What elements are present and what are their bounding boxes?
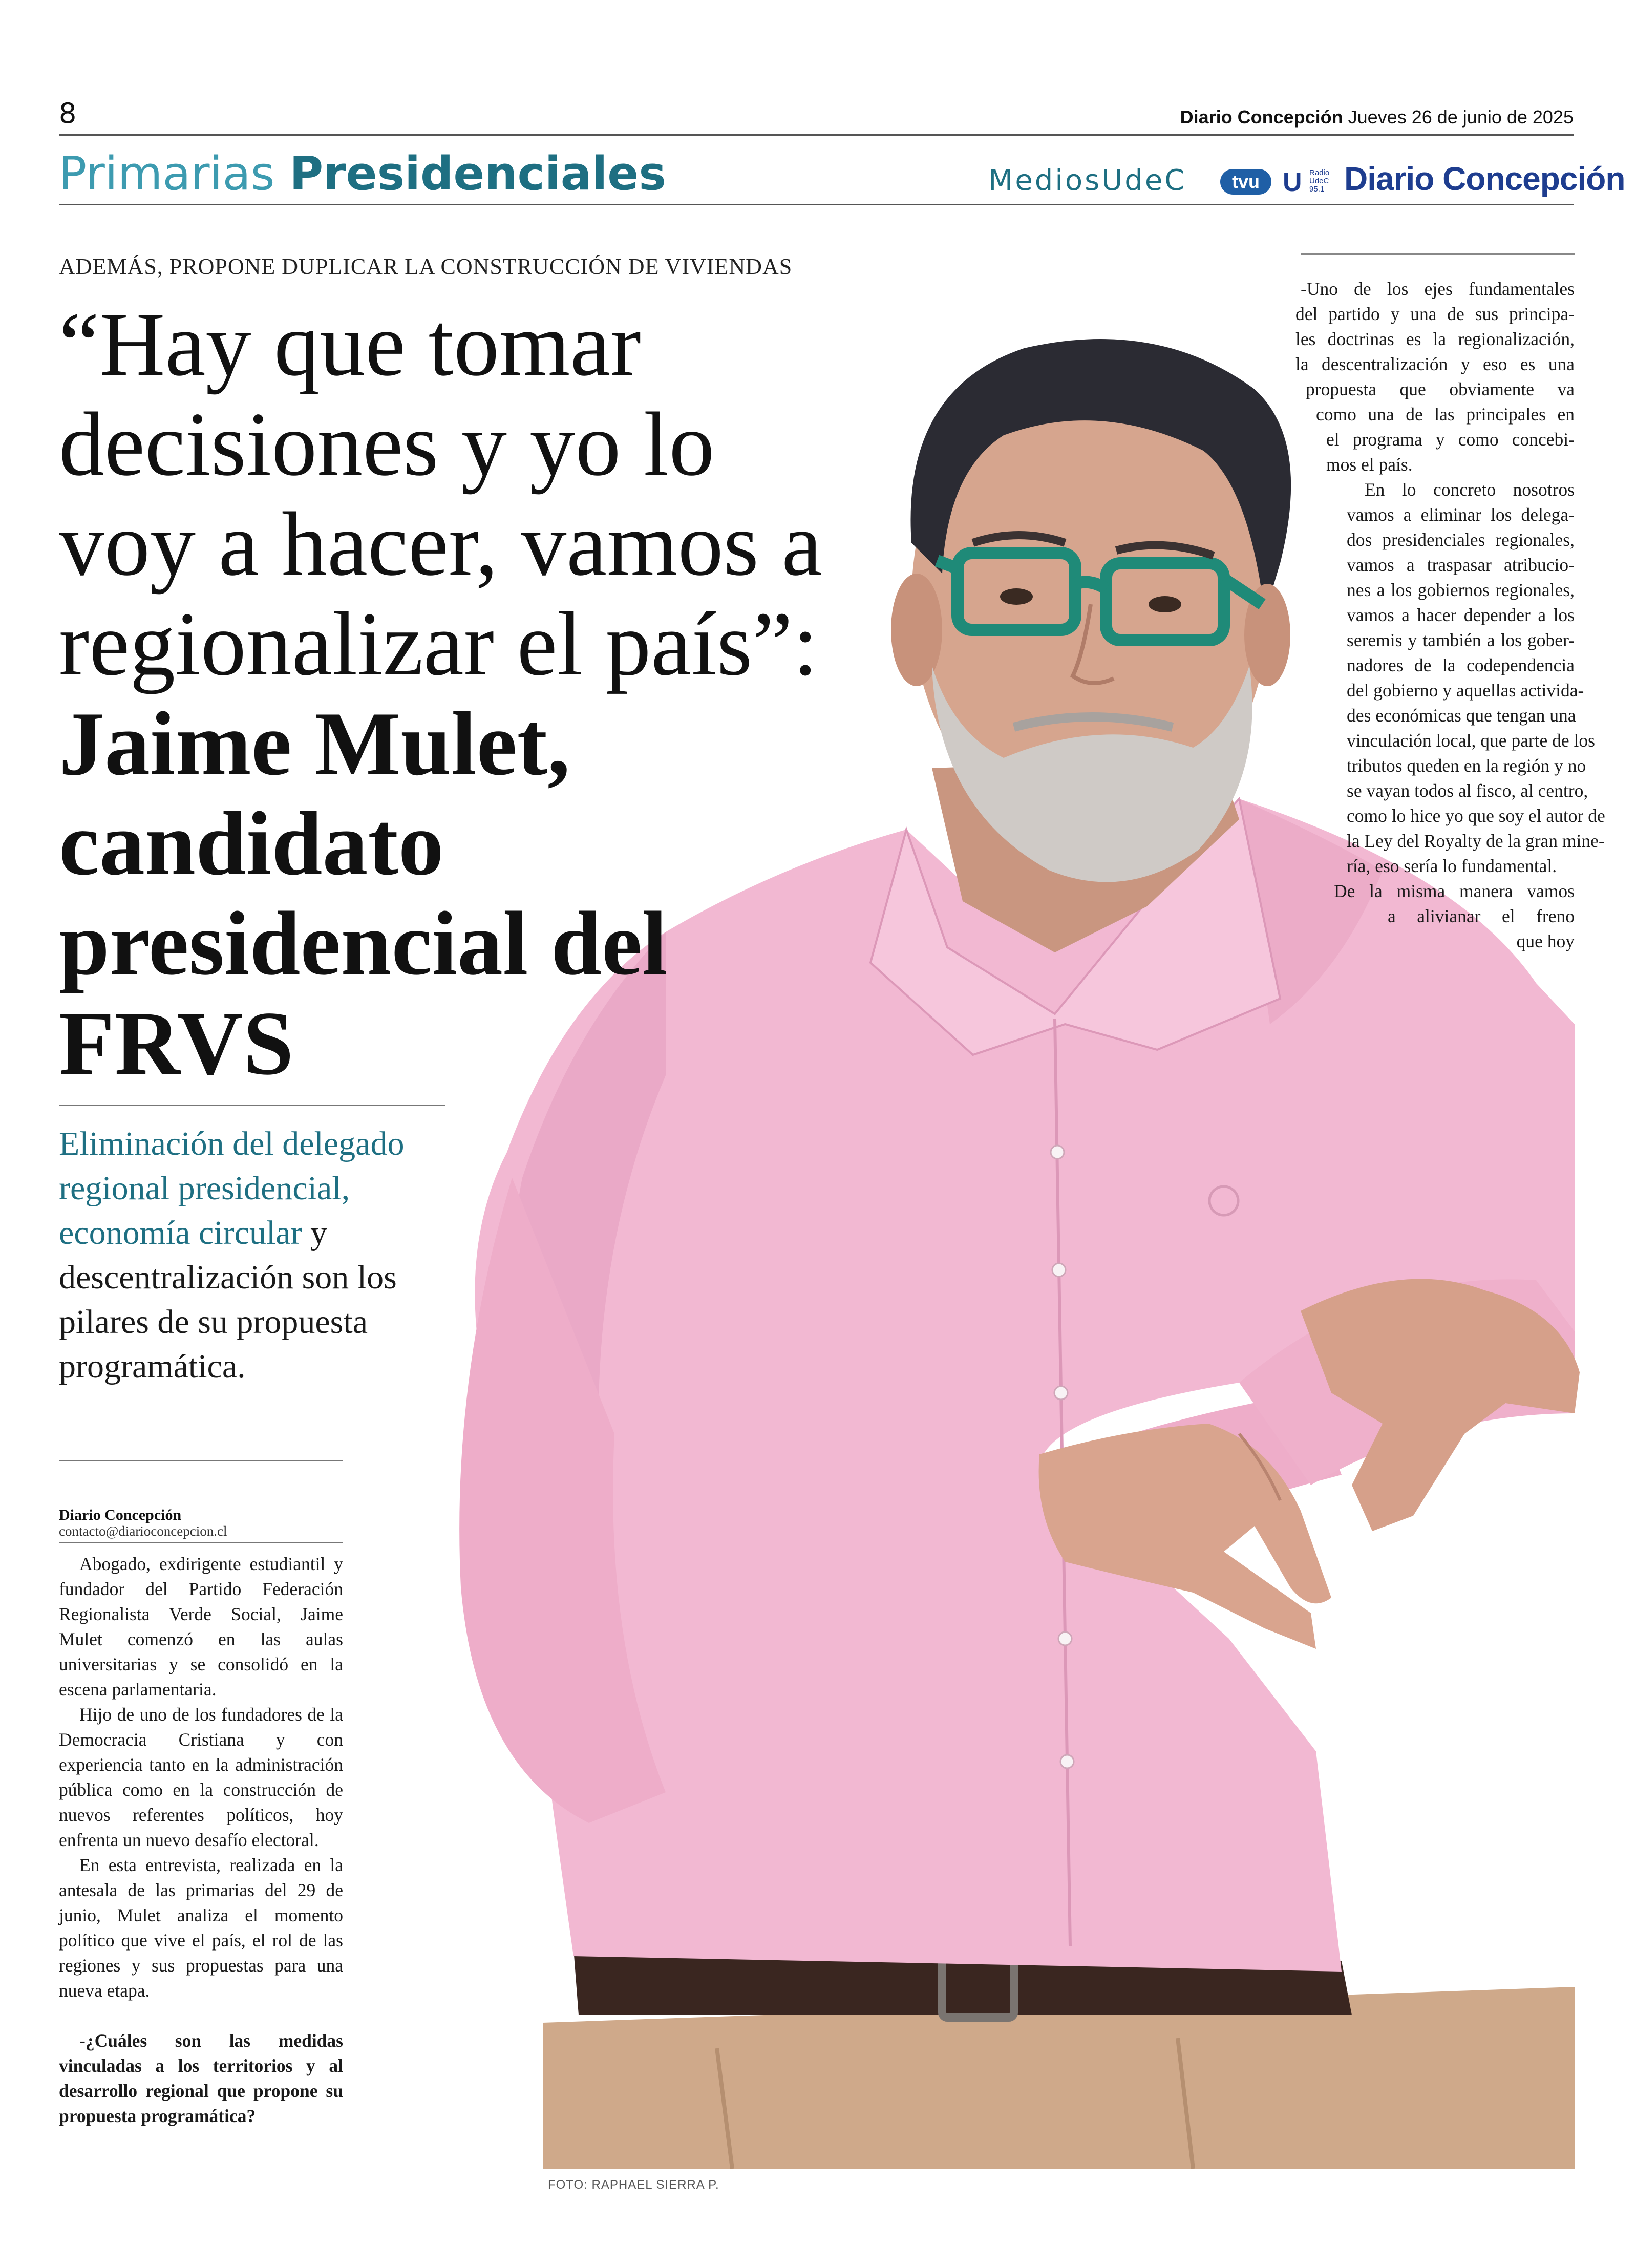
body-line: vinculación local, que parte de los bbox=[1347, 730, 1595, 751]
deck-rule-bottom bbox=[59, 1460, 343, 1461]
radio-udec-logo bbox=[1283, 165, 1344, 199]
date-line bbox=[1180, 107, 1574, 128]
radio-udec-mark: U bbox=[1283, 167, 1302, 197]
section-title bbox=[59, 146, 666, 202]
body-line: tributos queden en la región y no bbox=[1347, 755, 1586, 776]
radio-udec-text: Radio UdeC 95.1 bbox=[1309, 168, 1330, 194]
headline bbox=[59, 294, 827, 1093]
kicker: ADEMÁS, PROPONE DUPLICAR LA CONSTRUCCIÓN DE VIVIENDAS bbox=[59, 254, 793, 279]
body-line: vamos a traspasar atribucio- bbox=[1347, 555, 1575, 575]
body-right-column bbox=[1265, 277, 1605, 954]
issue-date: Jueves 26 de junio de 2025 bbox=[1348, 107, 1574, 128]
paper-name: Diario Concepción bbox=[1180, 107, 1343, 128]
body-paragraph: Abogado, exdirigente estudiantil y fundador del Partido Federación Regionalista Verde Social, Jaime Mulet comenzó en las aulas universitarias y se consolidó en la escena parlamentaria. bbox=[59, 1554, 343, 1700]
body-line: la descentralización y eso es una bbox=[1295, 354, 1575, 374]
body-line: se vayan todos al fisco, al centro, bbox=[1347, 780, 1588, 801]
body-paragraph: Hijo de uno de los fundadores de la Democracia Cristiana y con experiencia tanto en la administración pública como en la construcción de nuevos referentes políticos, hoy enfrenta un nuevo desafío electoral. bbox=[59, 1704, 343, 1850]
body-line: mos el país. bbox=[1326, 454, 1413, 475]
body-line: como una de las principales en bbox=[1316, 404, 1575, 425]
body-line: que hoy bbox=[1516, 931, 1575, 951]
headline-quote: “Hay que tomar decisiones y yo lo voy a hacer, vamos a regionalizar el país”: bbox=[59, 293, 822, 694]
body-line: De la misma manera vamos bbox=[1334, 881, 1575, 901]
section-rule bbox=[59, 204, 1574, 205]
body-line: del partido y una de sus principa- bbox=[1295, 304, 1575, 324]
byline-email: contacto@diarioconcepcion.cl bbox=[59, 1523, 227, 1539]
deck-highlight: Eliminación del delegado regional presidencial, economía circular bbox=[59, 1125, 405, 1252]
section-title-bold: Presidenciales bbox=[289, 147, 666, 201]
body-line: vamos a hacer depender a los bbox=[1347, 605, 1575, 625]
body-line: les doctrinas es la regionalización, bbox=[1295, 329, 1575, 349]
diario-concepcion-logo: Diario Concepción bbox=[1344, 160, 1625, 197]
page-number: 8 bbox=[59, 97, 77, 130]
tvu-logo: tvu bbox=[1220, 169, 1271, 195]
body-line: nes a los gobiernos regionales, bbox=[1347, 580, 1575, 600]
headline-bold: Jaime Mulet, candidato presidencial del FRVS bbox=[59, 693, 668, 1094]
body-line: vamos a eliminar los delega- bbox=[1347, 504, 1575, 525]
interview-question: -¿Cuáles son las medidas vinculadas a los territorios y al desarrollo regional que propone su propuesta programática? bbox=[59, 2030, 343, 2126]
medios-udec-logo: MediosUdeC bbox=[988, 164, 1187, 197]
body-line: des económicas que tengan una bbox=[1347, 705, 1576, 726]
section-title-light: Primarias bbox=[59, 147, 275, 201]
body-line: como lo hice yo que soy el autor de bbox=[1347, 806, 1605, 826]
body-line: la Ley del Royalty de la gran mine- bbox=[1347, 831, 1605, 851]
right-column-rule bbox=[1301, 253, 1575, 255]
byline-name: Diario Concepción bbox=[59, 1507, 182, 1523]
body-line: dos presidenciales regionales, bbox=[1347, 529, 1575, 550]
body-line: En lo concreto nosotros bbox=[1365, 479, 1575, 500]
body-line: a alivianar el freno bbox=[1388, 906, 1575, 926]
body-line: nadores de la codependencia bbox=[1347, 655, 1575, 675]
body-line: el programa y como concebi- bbox=[1326, 429, 1575, 450]
body-left-column bbox=[59, 1552, 343, 2129]
byline-rule bbox=[59, 1542, 343, 1543]
header-rule bbox=[59, 134, 1574, 136]
body-line: ría, eso sería lo fundamental. bbox=[1347, 856, 1557, 876]
deck-plain: y descentralización son los pilares de su propuesta programática. bbox=[59, 1214, 397, 1385]
body-line: -Uno de los ejes fundamentales bbox=[1301, 279, 1575, 299]
body-line: seremis y también a los gober- bbox=[1347, 630, 1575, 650]
body-line: del gobierno y aquellas activida- bbox=[1347, 680, 1584, 701]
body-paragraph: En esta entrevista, realizada en la antesala de las primarias del 29 de junio, Mulet analiza el momento político que vive el país, el rol de las regiones y sus propuestas para una nueva etapa. bbox=[59, 1855, 343, 2001]
deck-rule-top bbox=[59, 1105, 445, 1106]
photo-credit: FOTO: RAPHAEL SIERRA P. bbox=[548, 2178, 719, 2192]
body-line: propuesta que obviamente va bbox=[1306, 379, 1575, 399]
deck bbox=[59, 1121, 448, 1389]
